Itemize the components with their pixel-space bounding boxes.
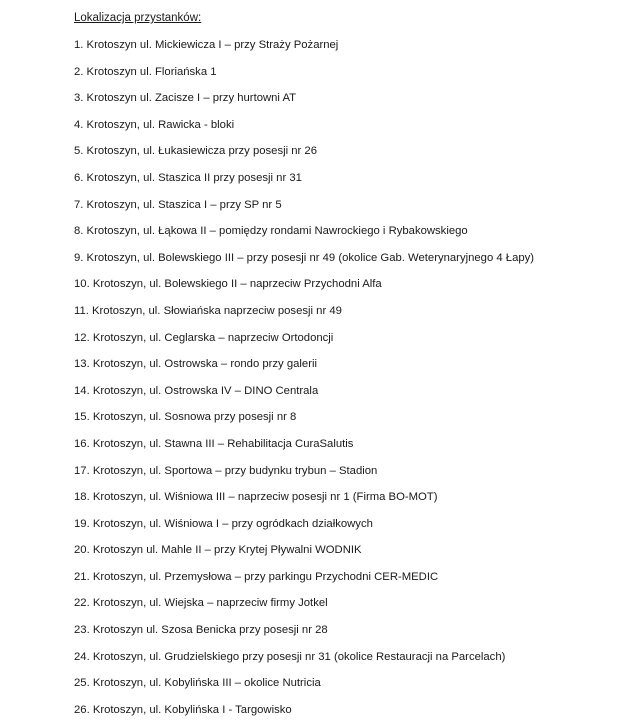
bus-stop-item: 16. Krotoszyn, ul. Stawna III – Rehabilitacja CuraSalutis xyxy=(74,437,354,450)
bus-stop-item: 5. Krotoszyn, ul. Łukasiewicza przy posesji nr 26 xyxy=(74,145,317,158)
bus-stop-item: 26. Krotoszyn, ul. Kobylińska I - Targowisko xyxy=(74,703,292,716)
bus-stop-item: 14. Krotoszyn, ul. Ostrowska IV – DINO Centrala xyxy=(74,384,319,397)
bus-stop-item: 1. Krotoszyn ul. Mickiewicza I – przy Straży Pożarnej xyxy=(74,39,339,51)
bus-stop-item: 2. Krotoszyn ul. Floriańska 1 xyxy=(74,65,217,78)
bus-stop-item: 17. Krotoszyn, ul. Sportowa – przy budynku trybun – Stadion xyxy=(74,464,378,477)
bus-stop-item: 21. Krotoszyn, ul. Przemysłowa – przy parkingu Przychodni CER-MEDIC xyxy=(74,570,439,583)
bus-stop-list xyxy=(74,37,534,728)
bus-stop-item: 3. Krotoszyn ul. Zacisze I – przy hurtowni AT xyxy=(74,92,297,105)
bus-stop-item: 6. Krotoszyn, ul. Staszica II przy posesji nr 31 xyxy=(74,171,302,184)
bus-stop-item: 23. Krotoszyn ul. Szosa Benicka przy posesji nr 28 xyxy=(74,624,328,637)
bus-stop-item: 25. Krotoszyn, ul. Kobylińska III – okolice Nutricia xyxy=(74,677,321,690)
document-heading: Lokalizacja przystanków: xyxy=(74,12,202,24)
bus-stop-item: 12. Krotoszyn, ul. Ceglarska – naprzeciw Ortodoncji xyxy=(74,331,334,344)
bus-stop-item: 7. Krotoszyn, ul. Staszica I – przy SP nr 5 xyxy=(74,198,282,211)
bus-stop-item: 22. Krotoszyn, ul. Wiejska – naprzeciw firmy Jotkel xyxy=(74,597,328,610)
bus-stop-item: 4. Krotoszyn, ul. Rawicka - bloki xyxy=(74,118,235,131)
bus-stop-item: 11. Krotoszyn, ul. Słowiańska naprzeciw posesji nr 49 xyxy=(74,304,342,317)
bus-stop-item: 8. Krotoszyn, ul. Łąkowa II – pomiędzy rondami Nawrockiego i Rybakowskiego xyxy=(74,225,468,238)
bus-stop-item: 10. Krotoszyn, ul. Bolewskiego II – naprzeciw Przychodni Alfa xyxy=(74,278,382,291)
bus-stop-item: 9. Krotoszyn, ul. Bolewskiego III – przy posesji nr 49 (okolice Gab. Weterynaryjnego 4 Łapy) xyxy=(74,251,535,264)
bus-stop-item: 15. Krotoszyn, ul. Sosnowa przy posesji nr 8 xyxy=(74,411,297,424)
bus-stop-item: 24. Krotoszyn, ul. Grudzielskiego przy posesji nr 31 (okolice Restauracji na Parcelach) xyxy=(74,650,506,663)
bus-stop-item: 20. Krotoszyn ul. Mahle II – przy Krytej Pływalni WODNIK xyxy=(74,544,362,557)
bus-stop-item: 18. Krotoszyn, ul. Wiśniowa III – naprzeciw posesji nr 1 (Firma BO-MOT) xyxy=(74,491,438,504)
bus-stop-item: 19. Krotoszyn, ul. Wiśniowa I – przy ogródkach działkowych xyxy=(74,517,373,530)
bus-stop-item: 13. Krotoszyn, ul. Ostrowska – rondo przy galerii xyxy=(74,358,317,371)
